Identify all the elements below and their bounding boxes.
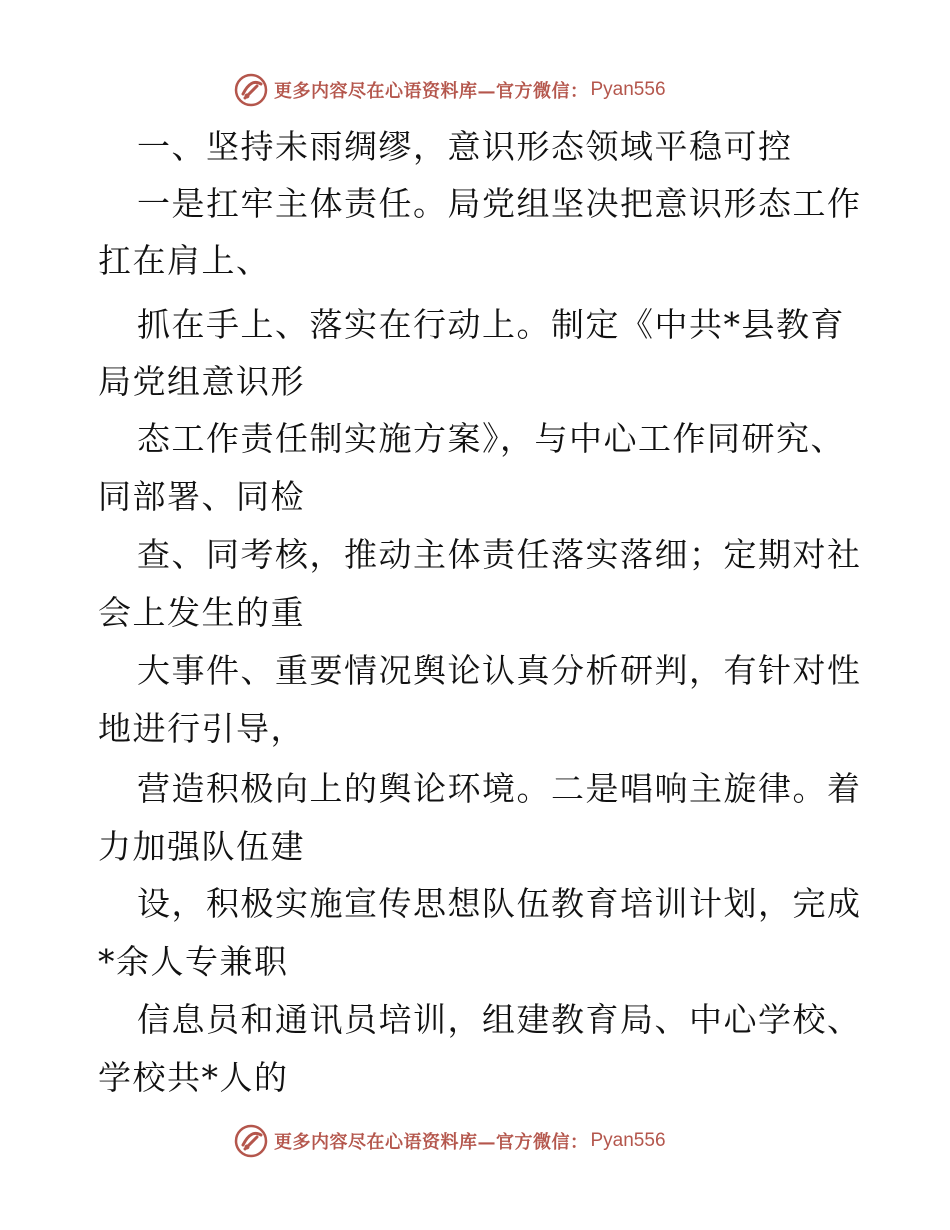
text-line: 信息员和通讯员培训，组建教育局、中心学校、 (137, 1000, 862, 1039)
logo-icon (234, 1124, 268, 1158)
text-line: 查、同考核，推动主体责任落实落细；定期对社 (137, 535, 862, 574)
text-line: 扛在肩上、 (98, 241, 271, 280)
text-line: 一是扛牢主体责任。局党组坚决把意识形态工作 (137, 184, 862, 223)
text-line: 大事件、重要情况舆论认真分析研判，有针对性 (137, 651, 862, 690)
text-line: 态工作责任制实施方案》，与中心工作同研究、 (137, 419, 845, 458)
section-heading: 一、坚持未雨绸缪，意识形态领域平稳可控 (137, 127, 793, 166)
logo-icon (234, 73, 268, 107)
watermark-id: Pyan556 (590, 1130, 666, 1151)
text-line: 会上发生的重 (98, 593, 305, 632)
text-line: 力加强队伍建 (98, 827, 305, 866)
text-line: 同部署、同检 (98, 477, 305, 516)
watermark-text: 更多内容尽在心语资料库—官方微信： (274, 1132, 589, 1153)
watermark-id: Pyan556 (590, 79, 666, 100)
text-line: 抓在手上、落实在行动上。制定《中共*县教育 (137, 305, 845, 344)
footer-watermark (234, 1123, 754, 1159)
watermark-text: 更多内容尽在心语资料库—官方微信： (274, 81, 589, 102)
header-watermark (234, 72, 754, 108)
text-line: *余人专兼职 (98, 942, 289, 981)
text-line: 局党组意识形 (98, 362, 305, 401)
text-line: 地进行引导， (98, 709, 305, 748)
text-line: 学校共*人的 (98, 1058, 289, 1097)
text-line: 营造积极向上的舆论环境。二是唱响主旋律。着 (137, 769, 862, 808)
text-line: 设，积极实施宣传思想队伍教育培训计划，完成 (137, 884, 862, 923)
